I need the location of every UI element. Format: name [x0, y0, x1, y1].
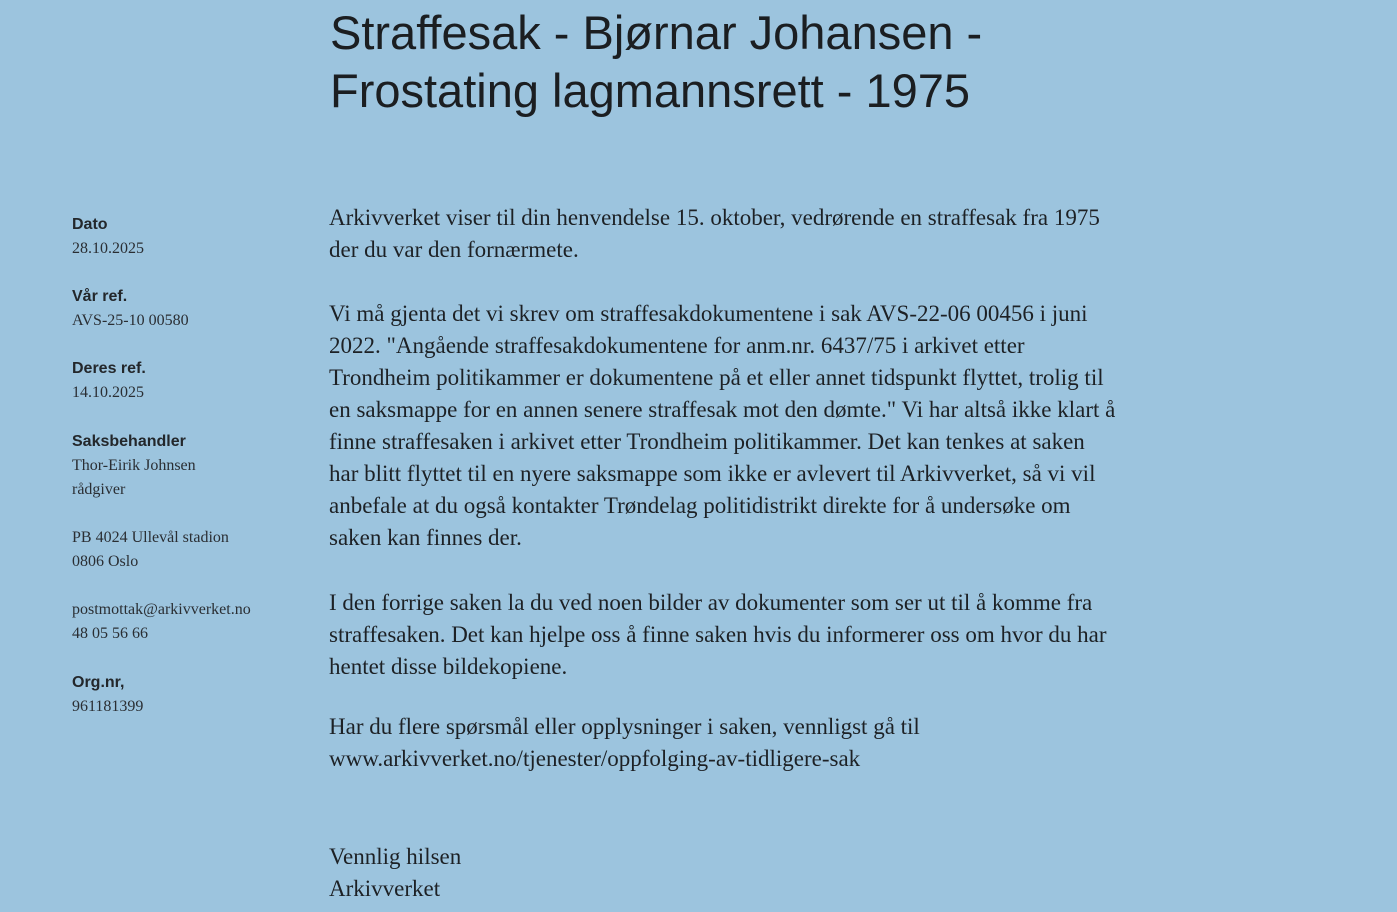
- our-ref-block: [72, 285, 189, 333]
- handler-name: Thor-Eirik Johnsen: [72, 457, 196, 474]
- followup-url: www.arkivverket.no/tjenester/oppfolging-av-tidligere-sak: [329, 746, 861, 771]
- phone-number: 48 05 56 66: [72, 625, 148, 642]
- title-line-2: Frostating lagmannsrett - 1975: [330, 64, 971, 117]
- handler-block: [72, 430, 196, 502]
- handler-title: rådgiver: [72, 481, 126, 498]
- date-value: 28.10.2025: [72, 240, 144, 257]
- title-line-1: Straffesak - Bjørnar Johansen -: [330, 6, 983, 59]
- paragraph-image-request: [329, 587, 1259, 683]
- address-line-2: 0806 Oslo: [72, 553, 139, 570]
- text-line: Har du flere spørsmål eller opplysninger i saken, vennligst gå til: [329, 714, 920, 739]
- contact-block: [72, 598, 251, 646]
- org-value: 961181399: [72, 698, 144, 715]
- org-label: Org.nr,: [72, 674, 125, 691]
- paragraph-intro: [329, 202, 1259, 266]
- date-block: [72, 213, 144, 261]
- text-line: anbefale at du også kontakter Trøndelag politidistrikt direkte for å undersøke om: [329, 493, 1071, 518]
- letter-title: [330, 4, 1330, 120]
- text-line: Arkivverket viser til din henvendelse 15. oktober, vedrørende en straffesak fra 1975: [329, 205, 1100, 230]
- address-line-1: PB 4024 Ullevål stadion: [72, 529, 229, 546]
- text-line: der du var den fornærmete.: [329, 237, 579, 262]
- paragraph-followup: [329, 711, 1259, 775]
- email-address: postmottak@arkivverket.no: [72, 601, 251, 618]
- text-line: hentet disse bildekopiene.: [329, 654, 568, 679]
- text-line: saken kan finnes der.: [329, 525, 522, 550]
- text-line: I den forrige saken la du ved noen bilder av dokumenter som ser ut til å komme fra: [329, 590, 1093, 615]
- address-block: [72, 526, 229, 574]
- date-label: Dato: [72, 216, 108, 233]
- text-line: har blitt flyttet til en nyere saksmappe som ikke er avlevert til Arkivverket, så vi vil: [329, 461, 1096, 486]
- your-ref-value: 14.10.2025: [72, 384, 144, 401]
- org-block: [72, 671, 143, 719]
- closing-block: [329, 841, 1259, 905]
- text-line: 2022. "Angående straffesakdokumentene for anm.nr. 6437/75 i arkivet etter: [329, 333, 1025, 358]
- our-ref-value: AVS-25-10 00580: [72, 312, 189, 329]
- text-line: Trondheim politikammer er dokumentene på et eller annet tidspunkt flyttet, trolig til: [329, 365, 1104, 390]
- your-ref-label: Deres ref.: [72, 360, 146, 377]
- handler-label: Saksbehandler: [72, 433, 186, 450]
- signature: Arkivverket: [329, 876, 441, 901]
- text-line: en saksmappe for en annen senere straffesak mot den dømte." Vi har altså ikke klart å: [329, 397, 1116, 422]
- paragraph-repeat-answer: [329, 298, 1259, 554]
- closing-greeting: Vennlig hilsen: [329, 844, 462, 869]
- your-ref-block: [72, 357, 146, 405]
- text-line: Vi må gjenta det vi skrev om straffesakdokumentene i sak AVS-22-06 00456 i juni: [329, 301, 1088, 326]
- text-line: straffesaken. Det kan hjelpe oss å finne saken hvis du informerer oss om hvor du har: [329, 622, 1107, 647]
- our-ref-label: Vår ref.: [72, 288, 128, 305]
- text-line: finne straffesaken i arkivet etter Trondheim politikammer. Det kan tenkes at saken: [329, 429, 1085, 454]
